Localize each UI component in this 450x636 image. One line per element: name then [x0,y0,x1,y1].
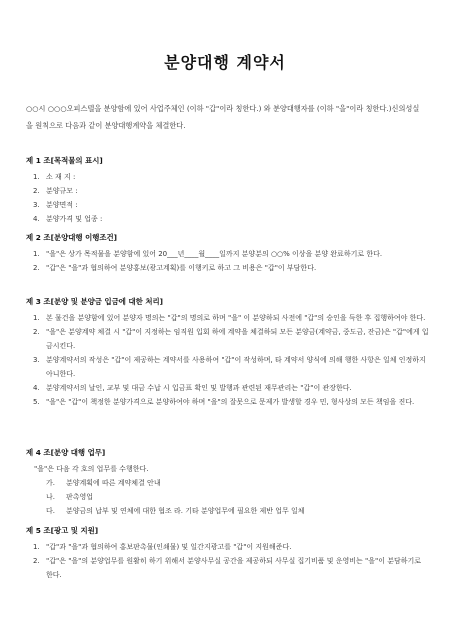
article-1-title: 제 1 조[목적물의 표시] [26,156,103,165]
list-item [26,490,430,504]
article-3-title: 제 3 조[분양 및 분양금 입금에 대한 처리] [26,297,164,306]
item-number: 4. [33,215,40,223]
article-5-title: 제 5 조[광고 및 지원] [26,526,99,535]
item-text: "을"은 분양계약 체결 시 "갑"이 지정하는 임직원 입회 하에 계약을 체결하되 모든 분양금(계약금, 중도금, 잔금)은 "갑"에게 입금시킨다. [46,328,429,350]
item-text: "갑"은 "을"과 협의하여 분양홍보(광고계획)를 이행키로 하고 그 비용은 "갑"이 부담한다. [46,264,317,272]
list-item [26,395,430,409]
article-4 [26,447,430,518]
item-text: "을"은 "갑"이 책정한 분양가격으로 분양하여야 하며 "을"의 잘못으로 문제가 발생할 경우 민, 형사상의 모든 책임을 진다. [46,398,415,406]
list-item [26,353,430,381]
item-text: "을"은 상가 목적물을 분양함에 있어 20___년____월____일까지 분양분의 ○○% 이상을 분양 완료하기로 한다. [46,250,383,258]
list-item [26,476,430,490]
item-text: 분양규모 : [46,187,78,195]
item-text: 분양금의 납부 및 연체에 대한 협조 라. 기타 분양업무에 필요한 제반 업무 일체 [66,507,305,515]
item-number: 5. [33,398,40,406]
article-1 [26,155,430,226]
item-number: 3. [33,356,40,364]
list-item [26,540,430,554]
item-number: 가. [46,479,55,487]
item-text: 분양계획에 따른 계약체결 안내 [66,479,161,487]
item-text: "갑"과 "을"과 협의하여 홍보판촉물(인쇄물) 및 일간지광고를 "갑"이 지원해준다. [46,543,292,551]
list-item [26,381,430,395]
item-text: 분양계약서의 작성은 "갑"이 제공하는 계약서를 사용하여 "갑"이 작성하며, 타 계약서 양식에 의해 행한 사항은 일체 인정하지 아니한다. [46,356,426,378]
article-2 [26,232,430,275]
item-number: 1. [33,543,40,551]
list-item [26,325,430,353]
list-item [26,247,430,261]
item-number: 2. [33,187,40,195]
article-4-title: 제 4 조[분양 대행 업무] [26,448,106,457]
document-title: 분양대행 계약서 [164,53,286,72]
item-text: 분양면적 : [46,201,78,209]
list-item [26,198,430,212]
item-number: 3. [33,201,40,209]
item-number: 2. [33,557,40,565]
item-text: 분양계약서의 날인, 교부 및 대금 수납 시 입금표 확인 및 발행과 관련된 재무관리는 "갑"이 관장한다. [46,384,352,392]
item-text: 판촉영업 [66,493,94,501]
list-item [26,261,430,275]
list-item [26,504,430,518]
item-text: 소 재 지 : [46,173,76,181]
item-number: 2. [33,328,40,336]
item-number: 4. [33,384,40,392]
list-item [26,170,430,184]
article-5 [26,525,430,582]
item-text: 분양가격 및 업종 : [46,215,103,223]
item-number: 1. [33,314,40,322]
item-number: 1. [33,250,40,258]
item-number: 1. [33,173,40,181]
list-item [26,212,430,226]
intro-paragraph: ○○시 ○○○오피스텔을 분양함에 있어 사업주체인 (이하 "갑"이라 칭한다.) 와 분양대행자를 (이하 "을"이라 칭한다.)신의성실을 원칙으로 다음과 같이 분양대행계약을 체결한다. [26,104,420,130]
item-text: 본 물건을 분양함에 있어 분양자 명의는 "갑"의 명의로 하며 "을" 이 분양하되 사전에 "갑"의 승인을 득한 후 집행하여야 한다. [46,314,426,322]
item-number: 다. [46,507,55,515]
item-number: 2. [33,264,40,272]
item-text: "갑"은 "을"의 분양업무를 원활히 하기 위해서 분양사무실 공간을 제공하되 사무실 집기비품 및 운영비는 "을"이 분담하기로 한다. [46,557,422,579]
list-item [26,554,430,582]
article-4-lead: "을"은 다음 각 호의 업무를 수행한다. [34,465,149,473]
item-number: 나. [46,493,55,501]
article-2-title: 제 2 조[분양대행 이행조건] [26,233,118,242]
list-item [26,184,430,198]
list-item [26,311,430,325]
article-3 [26,296,430,409]
